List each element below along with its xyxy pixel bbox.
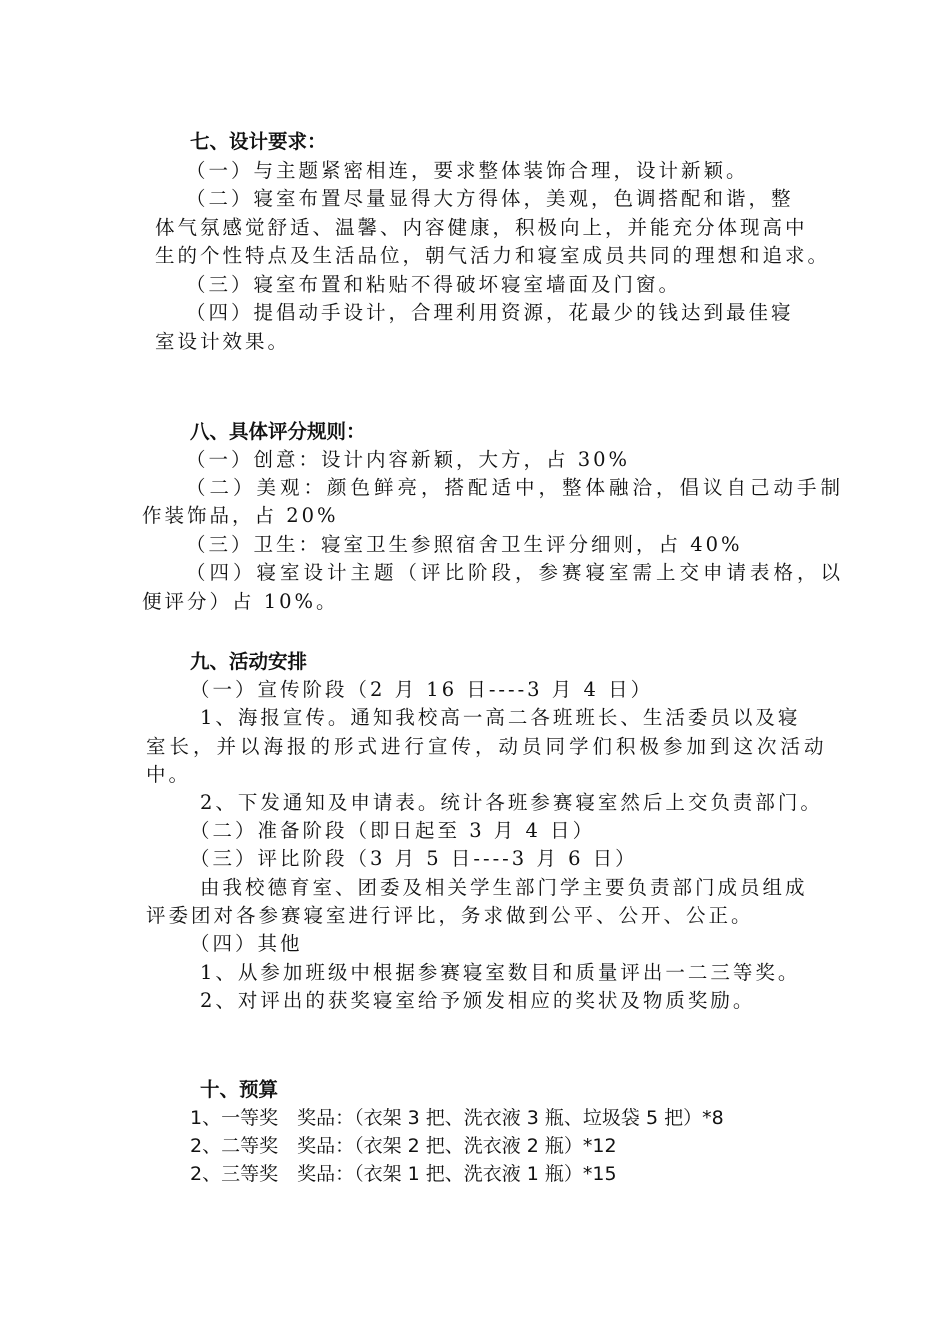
section-9-line-11: 1、从参加班级中根据参赛寝室数目和质量评出一二三等奖。 xyxy=(200,961,801,984)
budget-line-3: 2、三等奖 奖品：（衣架 1 把、洗衣液 1 瓶）*15 xyxy=(190,1163,617,1185)
section-9-line-6: （二）准备阶段（即日起至 3 月 4 日） xyxy=(190,819,596,842)
section-8-line-6: 便评分）占 10%。 xyxy=(142,590,339,613)
section-9-heading: 九、活动安排 xyxy=(190,650,308,673)
budget-line-1: 1、一等奖 奖品：（衣架 3 把、洗衣液 3 瓶、垃圾袋 5 把）*8 xyxy=(190,1107,724,1129)
section-9-line-8: 由我校德育室、团委及相关学生部门学主要负责部门成员组成 xyxy=(200,876,808,899)
section-9-line-7: （三）评比阶段（3 月 5 日----3 月 6 日） xyxy=(190,847,638,870)
section-8-line-2: （二）美观：颜色鲜亮，搭配适中，整体融洽，倡议自己动手制 xyxy=(186,476,845,499)
section-9-line-12: 2、对评出的获奖寝室给予颁发相应的奖状及物质奖励。 xyxy=(200,989,756,1012)
section-8-line-1: （一）创意：设计内容新颖，大方，占 30% xyxy=(186,448,631,471)
section-9-line-9: 评委团对各参赛寝室进行评比，务求做到公平、公开、公正。 xyxy=(146,904,754,927)
section-10-heading: 十、预算 xyxy=(200,1078,279,1101)
section-7-line-2: （二）寝室布置尽量显得大方得体，美观，色调搭配和谐，整 xyxy=(186,187,794,210)
section-9-line-1: （一）宣传阶段（2 月 16 日----3 月 4 日） xyxy=(190,678,654,701)
section-7-line-1: （一）与主题紧密相连，要求整体装饰合理，设计新颖。 xyxy=(186,159,749,182)
section-9-line-2: 1、海报宣传。通知我校高一高二各班班长、生活委员以及寝 xyxy=(200,706,801,729)
section-7-line-6: （四）提倡动手设计，合理利用资源，花最少的钱达到最佳寝 xyxy=(186,301,794,324)
section-9-line-5: 2、下发通知及申请表。统计各班参赛寝室然后上交负责部门。 xyxy=(200,791,823,814)
section-7-line-4: 生的个性特点及生活品位，朝气活力和寝室成员共同的理想和追求。 xyxy=(155,244,831,267)
section-9-line-3: 室长，并以海报的形式进行宣传，动员同学们积极参加到这次活动 xyxy=(146,735,828,758)
section-9-line-4: 中。 xyxy=(146,763,192,786)
budget-line-2: 2、二等奖 奖品：（衣架 2 把、洗衣液 2 瓶）*12 xyxy=(190,1135,617,1157)
section-7-heading: 七、设计要求： xyxy=(190,130,327,153)
section-8-line-5: （四）寝室设计主题（评比阶段，参赛寝室需上交申请表格，以 xyxy=(186,561,845,584)
section-8-heading: 八、具体评分规则： xyxy=(190,420,366,443)
section-8-line-3: 作装饰品，占 20% xyxy=(142,504,339,527)
section-7-line-7: 室设计效果。 xyxy=(155,330,291,353)
section-7-line-3: 体气氛感觉舒适、温馨、内容健康，积极向上，并能充分体现高中 xyxy=(155,216,808,239)
section-7-line-5: （三）寝室布置和粘贴不得破坏寝室墙面及门窗。 xyxy=(186,273,682,296)
section-9-line-10: （四）其他 xyxy=(190,932,303,955)
section-8-line-4: （三）卫生：寝室卫生参照宿舍卫生评分细则，占 40% xyxy=(186,533,743,556)
